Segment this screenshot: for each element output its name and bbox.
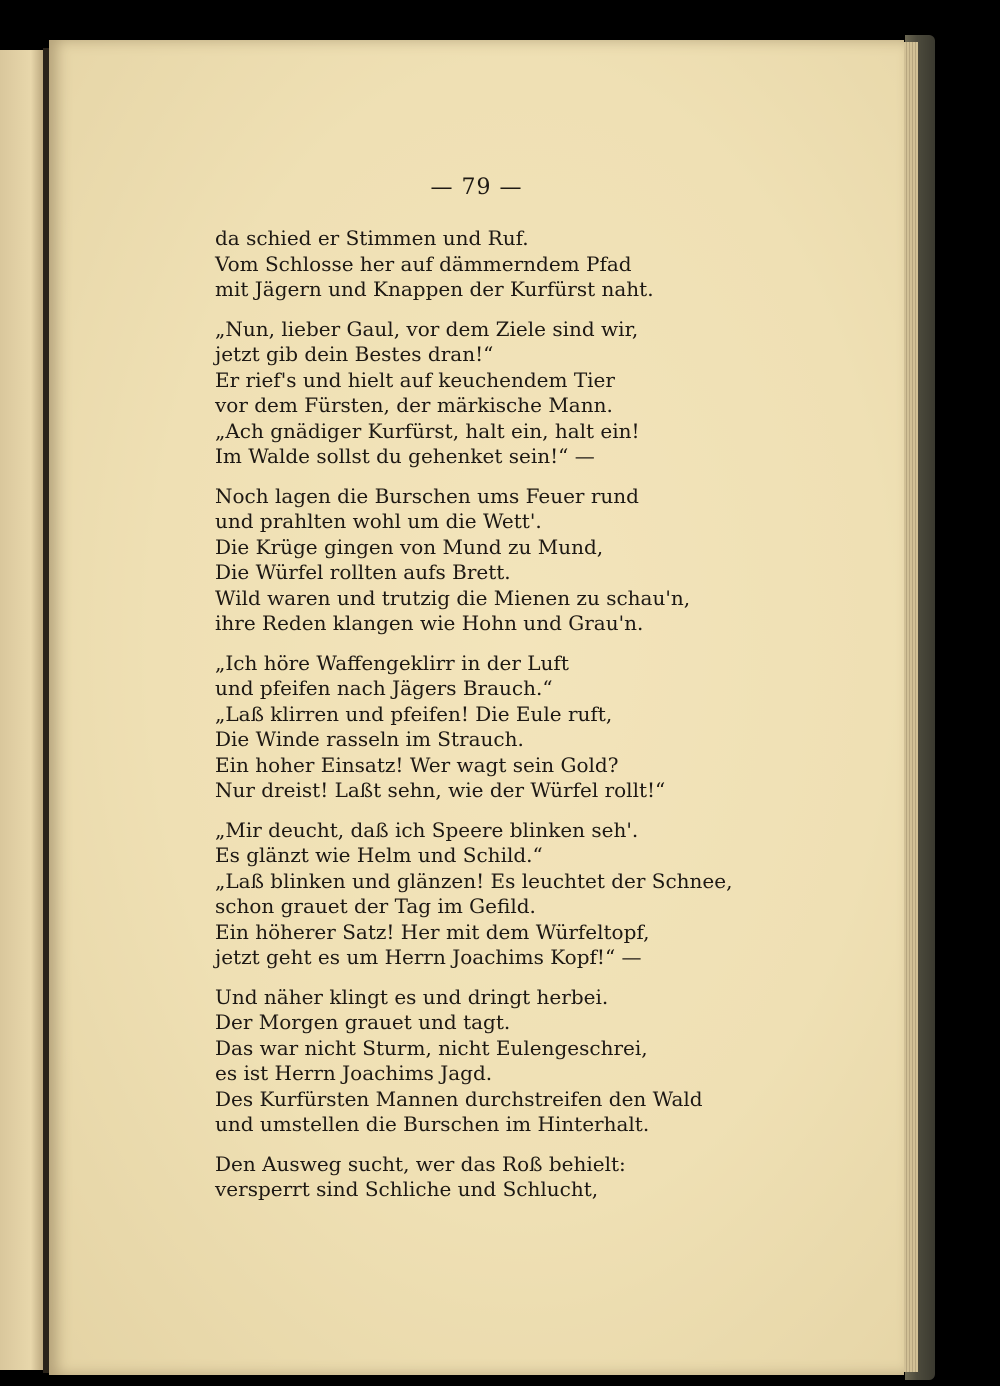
poem-line: versperrt sind Schliche und Schlucht,	[215, 1177, 599, 1201]
poem-line: Noch lagen die Burschen ums Feuer rund	[215, 483, 639, 508]
poem-line: „Ach gnädiger Kurfürst, halt ein, halt ein!	[215, 418, 640, 443]
poem-line: und umstellen die Burschen im Hinterhalt.	[215, 1112, 650, 1136]
poem-line: Nur dreist! Laßt sehn, wie der Würfel rollt!“	[215, 778, 666, 802]
page-number: — 79 —	[430, 175, 523, 200]
poem-line: Ein höherer Satz! Her mit dem Würfeltopf,	[215, 919, 650, 944]
poem-line: und prahlten wohl um die Wett'.	[215, 509, 542, 533]
poem-text	[215, 226, 865, 1217]
poem-line: Im Walde sollst du gehenket sein!“ —	[215, 444, 595, 468]
stanza	[215, 1152, 865, 1203]
left-page-edge	[0, 50, 44, 1370]
poem-line: Vom Schlosse her auf dämmerndem Pfad	[215, 251, 632, 276]
poem-line: und pfeifen nach Jägers Brauch.“	[215, 676, 553, 700]
poem-line: ihre Reden klangen wie Hohn und Grau'n.	[215, 611, 644, 635]
poem-line: Des Kurfürsten Mannen durchstreifen den Wald	[215, 1086, 703, 1111]
poem-line: „Mir deucht, daß ich Speere blinken seh'.	[215, 817, 639, 842]
poem-line: „Laß blinken und glänzen! Es leuchtet der Schnee,	[215, 868, 733, 893]
poem-line: Das war nicht Sturm, nicht Eulengeschrei,	[215, 1035, 648, 1060]
poem-line: Es glänzt wie Helm und Schild.“	[215, 843, 543, 867]
poem-line: vor dem Fürsten, der märkische Mann.	[215, 393, 613, 417]
stanza	[215, 818, 865, 971]
poem-line: Die Winde rasseln im Strauch.	[215, 727, 524, 751]
poem-line: Er rief's und hielt auf keuchendem Tier	[215, 367, 615, 392]
book-page	[49, 40, 904, 1375]
poem-line: Der Morgen grauet und tagt.	[215, 1010, 511, 1034]
poem-line: jetzt gib dein Bestes dran!“	[215, 342, 494, 366]
poem-line: „Ich höre Waffengeklirr in der Luft	[215, 650, 569, 675]
poem-line: es ist Herrn Joachims Jagd.	[215, 1061, 493, 1085]
poem-line: „Laß klirren und pfeifen! Die Eule ruft,	[215, 701, 613, 726]
poem-line: mit Jägern und Knappen der Kurfürst naht.	[215, 277, 654, 301]
poem-line: Wild waren und trutzig die Mienen zu schau'n,	[215, 585, 691, 610]
poem-line: Die Krüge gingen von Mund zu Mund,	[215, 534, 604, 559]
stanza	[215, 226, 865, 303]
poem-line: Und näher klingt es und dringt herbei.	[215, 984, 609, 1009]
poem-line: Ein hoher Einsatz! Wer wagt sein Gold?	[215, 752, 619, 777]
poem-line: Den Ausweg sucht, wer das Roß behielt:	[215, 1151, 626, 1176]
poem-line: da schied er Stimmen und Ruf.	[215, 226, 529, 250]
poem-line: Die Würfel rollten aufs Brett.	[215, 560, 511, 584]
poem-line: jetzt geht es um Herrn Joachims Kopf!“ —	[215, 945, 642, 969]
poem-line: „Nun, lieber Gaul, vor dem Ziele sind wir,	[215, 316, 639, 341]
stanza	[215, 484, 865, 637]
stanza	[215, 651, 865, 804]
poem-line: schon grauet der Tag im Gefild.	[215, 894, 536, 918]
stanza	[215, 317, 865, 470]
stanza	[215, 985, 865, 1138]
